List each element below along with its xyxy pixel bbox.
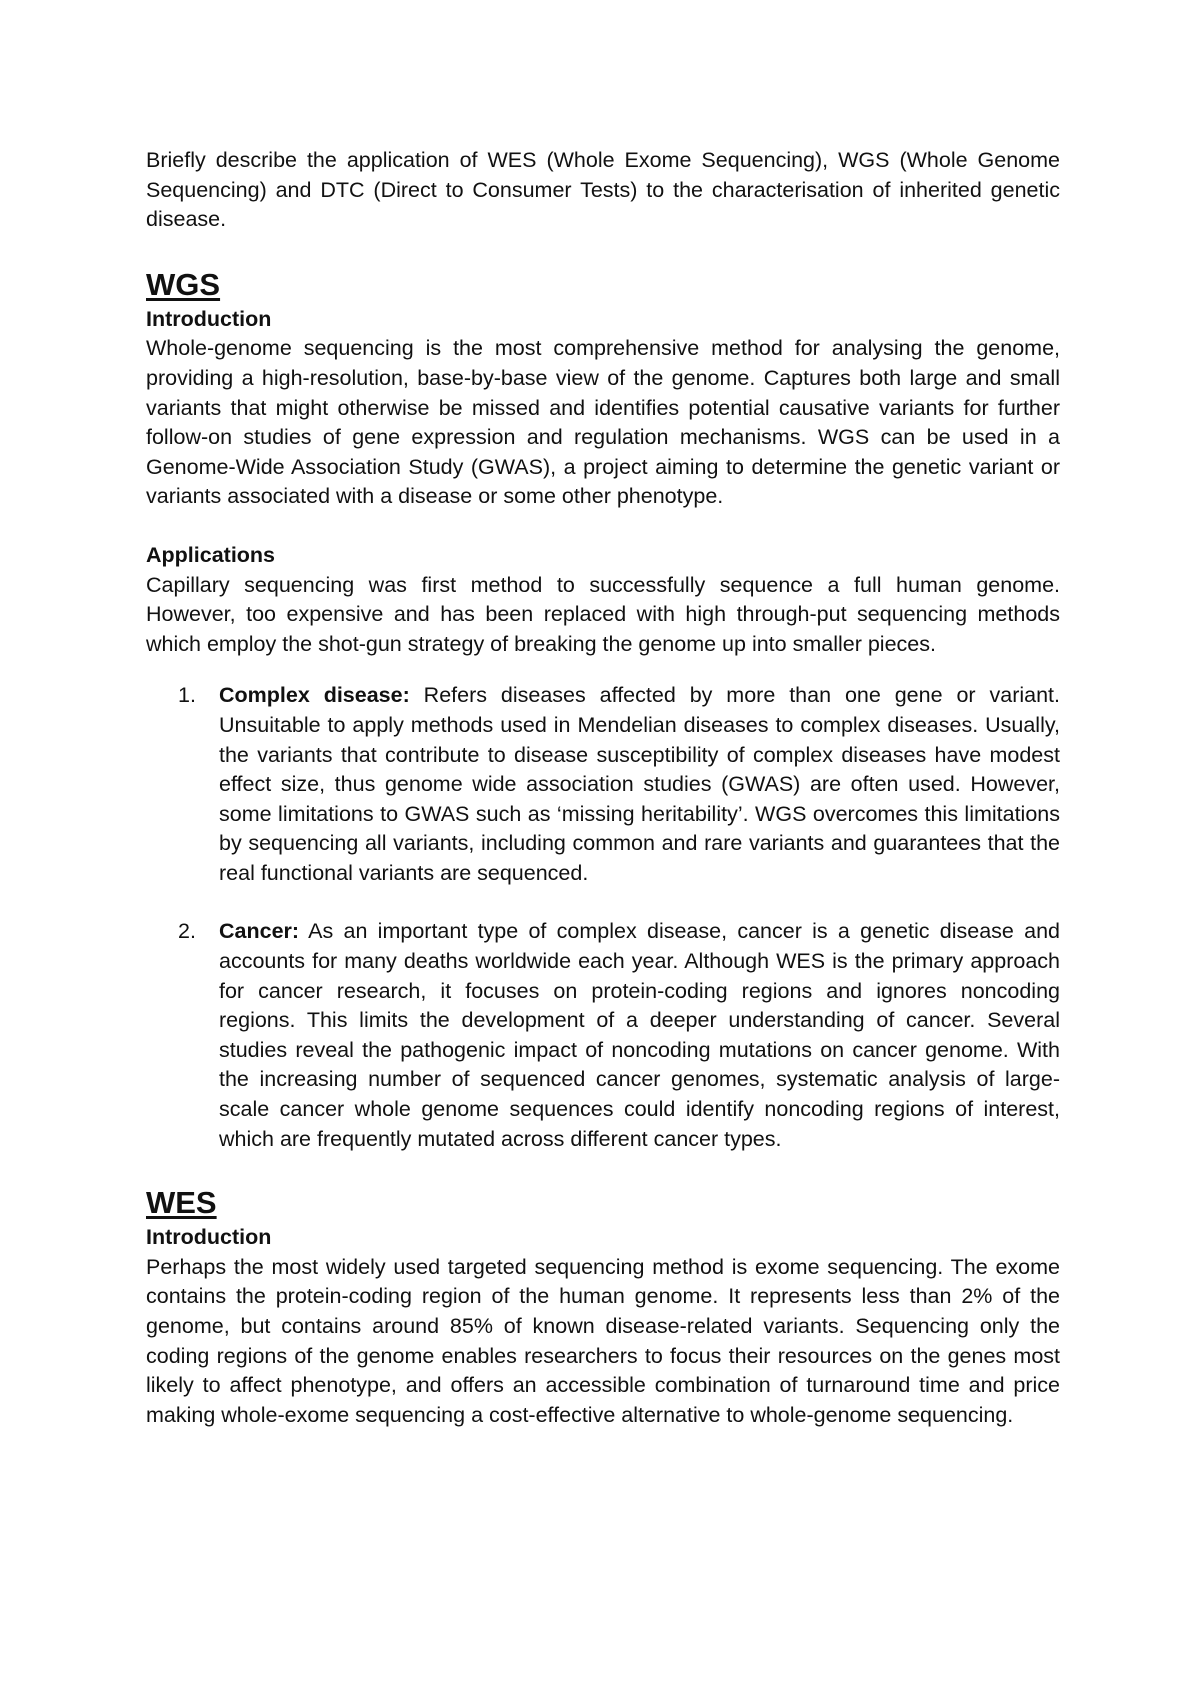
- wes-intro-text: Perhaps the most widely used targeted sequencing method is exome sequencing. The exome contains the protein-coding region of the human genome. It represents less than 2% of the genome, but contains around 85% of known disease-related variants. Sequencing only the coding regions of the genome enables researchers to focus their resources on the genes most likely to affect phenotype, and offers an accessible combination of turnaround time and price making whole-exome sequencing a cost-effective alternative to whole-genome sequencing.: [146, 1254, 1060, 1427]
- wes-section-title: WES: [146, 1185, 217, 1221]
- list-item-text: As an important type of complex disease, cancer is a genetic disease and accounts for many deaths worldwide each year. Although WES is the primary approach for cancer research, it focuses on protein-coding regions and ignores noncoding regions. This limits the development of a deeper understanding of cancer. Several studies reveal the pathogenic impact of noncoding mutations on cancer genome. With the increasing number of sequenced cancer genomes, systematic analysis of large-scale cancer whole genome sequences could identify noncoding regions of interest, which are frequently mutated across different cancer types.: [219, 919, 1060, 1151]
- wgs-intro-text: Whole-genome sequencing is the most comprehensive method for analysing the genome, providing a high-resolution, base-by-base view of the genome. Captures both large and small variants that might otherwise be missed and identifies potential causative variants for further follow-on studies of gene expression and regulation mechanisms. WGS can be used in a Genome-Wide Association Study (GWAS), a project aiming to determine the genetic variant or variants associated with a disease or some other phenotype.: [146, 336, 1060, 509]
- list-item-lead: Cancer:: [219, 919, 300, 944]
- list-item: [146, 681, 1060, 888]
- question-text: Briefly describe the application of WES (Whole Exome Sequencing), WGS (Whole Genome Sequencing) and DTC (Direct to Consumer Tests) to the characterisation of inherited genetic disease.: [146, 148, 1060, 232]
- list-item-number: 1.: [178, 683, 196, 708]
- wgs-intro-heading: Introduction: [146, 306, 272, 331]
- list-item-text: Refers diseases affected by more than one gene or variant. Unsuitable to apply methods used in Mendelian diseases to complex diseases. Usually, the variants that contribute to disease susceptibility of complex diseases have modest effect size, thus genome wide association studies (GWAS) are often used. However, some limitations to GWAS such as ‘missing heritability’. WGS overcomes this limitations by sequencing all variants, including common and rare variants and guarantees that the real functional variants are sequenced.: [219, 683, 1060, 885]
- list-item: [146, 917, 1060, 1154]
- applications-list: [146, 681, 1060, 1154]
- spacer: [146, 512, 1060, 541]
- list-item-lead: Complex disease:: [219, 683, 410, 708]
- wes-intro-heading: Introduction: [146, 1225, 272, 1250]
- list-item-number: 2.: [178, 919, 196, 944]
- document-page: [146, 146, 1060, 1430]
- wgs-applications-heading: Applications: [146, 542, 276, 567]
- wgs-applications-text: Capillary sequencing was first method to successfully sequence a full human genome. However, too expensive and has been replaced with high through-put sequencing methods which employ the shot-gun strategy of breaking the genome up into smaller pieces.: [146, 572, 1060, 656]
- wgs-section-title: WGS: [146, 266, 221, 302]
